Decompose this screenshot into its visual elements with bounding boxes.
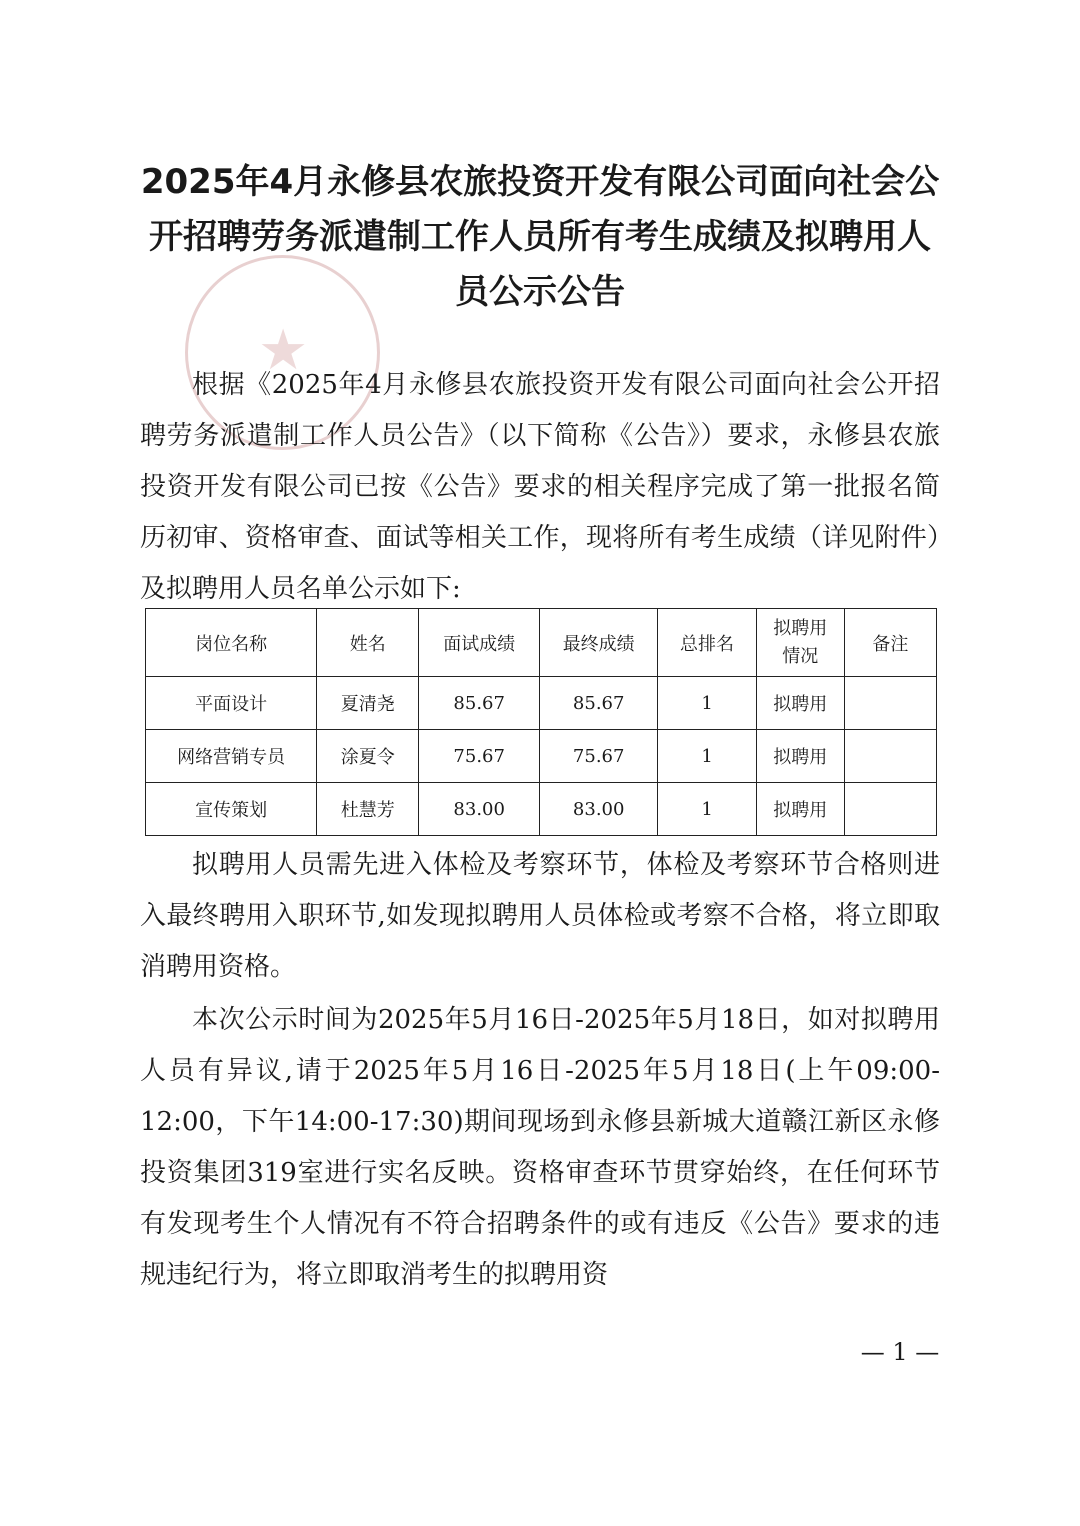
cell-name: 涂夏令 <box>317 730 419 783</box>
header-final-score: 最终成绩 <box>539 609 657 677</box>
document-title: 2025年4月永修县农旅投资开发有限公司面向社会公开招聘劳务派遣制工作人员所有考生成绩及拟聘用人员公示公告 <box>140 162 940 312</box>
cell-hiring-status: 拟聘用 <box>756 677 844 730</box>
cell-remarks <box>844 730 936 783</box>
cell-final-score: 85.67 <box>539 677 657 730</box>
physical-exam-paragraph: 拟聘用人员需先进入体检及考察环节，体检及考察环节合格则进入最终聘用入职环节,如发现拟聘用人员体检或考察不合格，将立即取消聘用资格。 <box>140 850 940 982</box>
header-hiring-status: 拟聘用情况 <box>756 609 844 677</box>
header-rank: 总排名 <box>658 609 756 677</box>
cell-hiring-status: 拟聘用 <box>756 783 844 836</box>
cell-position: 平面设计 <box>146 677 317 730</box>
cell-hiring-status: 拟聘用 <box>756 730 844 783</box>
cell-final-score: 83.00 <box>539 783 657 836</box>
table-header-row <box>146 609 937 677</box>
page-number: — 1 — <box>860 1338 940 1366</box>
cell-position: 宣传策划 <box>146 783 317 836</box>
cell-remarks <box>844 677 936 730</box>
table-row <box>146 730 937 783</box>
cell-position: 网络营销专员 <box>146 730 317 783</box>
cell-final-score: 75.67 <box>539 730 657 783</box>
official-seal-star-icon: ★ <box>258 318 309 383</box>
cell-remarks <box>844 783 936 836</box>
scores-table <box>145 608 937 836</box>
cell-name: 夏清尧 <box>317 677 419 730</box>
cell-rank: 1 <box>658 677 756 730</box>
notice-period-paragraph: 本次公示时间为2025年5月16日-2025年5月18日，如对拟聘用人员有异议,请于2025年5月16日-2025年5月18日(上午09:00-12:00，下午14:00-17:30)期间现场到永修县新城大道赣江新区永修投资集团319室进行实名反映。资格审查环节贯穿始终，在任何环节有发现考生个人情况有不符合招聘条件的或有违反《公告》要求的违规违纪行为，将立即取消考生的拟聘用资 <box>140 1005 940 1290</box>
header-position: 岗位名称 <box>146 609 317 677</box>
cell-interview-score: 85.67 <box>419 677 540 730</box>
table-row <box>146 783 937 836</box>
header-interview-score: 面试成绩 <box>419 609 540 677</box>
intro-paragraph: 根据《2025年4月永修县农旅投资开发有限公司面向社会公开招聘劳务派遣制工作人员公告》（以下简称《公告》）要求，永修县农旅投资开发有限公司已按《公告》要求的相关程序完成了第一批报名简历初审、资格审查、面试等相关工作，现将所有考生成绩（详见附件）及拟聘用人员名单公示如下: <box>140 370 940 604</box>
header-name: 姓名 <box>317 609 419 677</box>
cell-rank: 1 <box>658 730 756 783</box>
cell-name: 杜慧芳 <box>317 783 419 836</box>
cell-interview-score: 83.00 <box>419 783 540 836</box>
table-row <box>146 677 937 730</box>
header-remarks: 备注 <box>844 609 936 677</box>
cell-rank: 1 <box>658 783 756 836</box>
cell-interview-score: 75.67 <box>419 730 540 783</box>
